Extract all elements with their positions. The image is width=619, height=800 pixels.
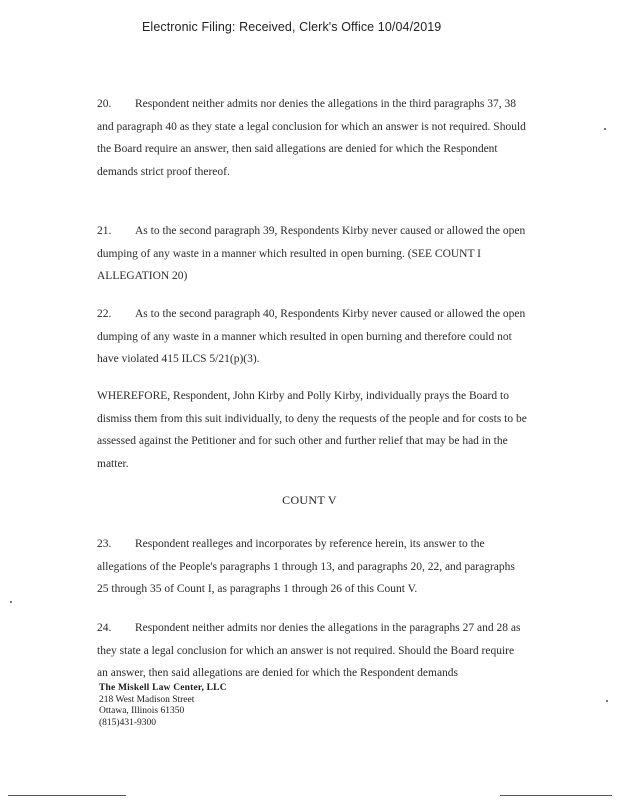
wherefore-text: WHEREFORE, Respondent, John Kirby and Polly Kirby, individually prays the Board to dismiss them from this suit individually, to deny the requests of the people and for costs to be assessed against the Petitioner and for such other and further relief that may be had in the matter. [97, 390, 527, 470]
paragraph-20 [97, 93, 527, 183]
scan-speck [606, 700, 608, 702]
firm-street: 218 West Madison Street [99, 694, 195, 705]
paragraph-number: 20. [97, 98, 112, 110]
paragraph-22 [97, 303, 527, 371]
paragraph-21 [97, 220, 527, 288]
paragraph-number: 22. [97, 308, 112, 320]
paragraph-text: Respondent neither admits nor denies the allegations in the paragraphs 27 and 28 as they state a legal conclusion for which an answer is not required. Should the Board require an answer, then said allegations are denied for which the Respondent demands [97, 622, 521, 679]
firm-name: The Miskell Law Center, LLC [99, 683, 227, 693]
paragraph-number: 23. [97, 538, 112, 550]
paragraph-23 [97, 533, 527, 601]
filing-stamp: Electronic Filing: Received, Clerk's Office 10/04/2019 [142, 20, 442, 34]
paragraph-number: 21. [97, 225, 112, 237]
wherefore-clause [97, 385, 527, 475]
firm-city: Ottawa, Illinois 61350 [99, 706, 185, 716]
paragraph-text: Respondent neither admits nor denies the allegations in the third paragraphs 37, 38 and paragraph 40 as they state a legal conclusion for which an answer is not required. Should the Board require an answer, then said allegations are denied for which the Respondent demands strict proof thereof. [97, 98, 526, 178]
paragraph-24 [97, 617, 527, 685]
paragraph-text: As to the second paragraph 40, Respondents Kirby never caused or allowed the open dumping of any waste in a manner which resulted in open burning and therefore could not have violated 415 ILCS 5/21(p)(3). [97, 308, 526, 365]
paragraph-text: As to the second paragraph 39, Respondents Kirby never caused or allowed the open dumping of any waste in a manner which resulted in open burning. (SEE COUNT I ALLEGATION 20) [97, 225, 526, 282]
scan-speck [604, 128, 606, 130]
firm-phone: (815)431-9300 [99, 717, 156, 728]
scan-speck [10, 601, 12, 603]
paragraph-number: 24. [97, 622, 112, 634]
scan-edge-mark [500, 795, 612, 796]
paragraph-text: Respondent realleges and incorporates by reference herein, its answer to the allegations of the People's paragraphs 1 through 13, and paragraphs 20, 22, and paragraphs 25 through 35 of Count I, as paragraphs 1 through 26 of this Count V. [97, 538, 515, 595]
law-firm-footer [99, 683, 227, 729]
count-heading: COUNT V [282, 493, 337, 507]
scan-edge-mark [8, 795, 126, 796]
